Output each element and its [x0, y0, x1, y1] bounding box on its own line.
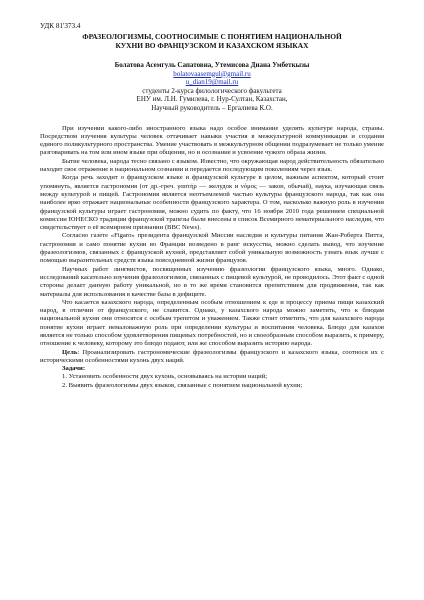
goal-paragraph — [40, 349, 384, 366]
paper-body — [40, 125, 384, 391]
email-link[interactable]: u_dian19@mail.ru — [185, 78, 239, 87]
body-paragraph: Что касается казахского народа, определенным особым отношением к еде и процессу приема пищи казахский народ, в отличии от французского, не славится. Однако, у казахского народа можно заметить, что к блюдам национальной кухни они относятся с особым трепетом и уважением. Также стоит отметить, что для казахского народа понятие кухни играет немаловажную роль при определении культуры и воспитания человека. Блюдо для казахов является не только способом удовлетворения пищевых потребностей, но и своеобразным способом выразить, к примеру, отношение к человеку, которому это блюдо подают, или же способом выразить историю народа. — [40, 298, 384, 348]
affiliation-line: ЕНУ им. Л.Н. Гумилева, г. Нур-Султан, Казахстан, — [136, 95, 288, 104]
title-line: КУХНИ ВО ФРАНЦУЗСКОМ И КАЗАХСКОМ ЯЗЫКАХ — [115, 41, 309, 50]
udk-code: УДК 81'373.4 — [40, 22, 81, 30]
supervisor-line: Научный руководитель – Ергалиева К.О. — [151, 103, 273, 112]
email-link[interactable]: bolatovaasemgul@gmail.ru — [173, 69, 251, 78]
body-paragraph: Бытие человека, народа тесно связано с языком. Известно, что окружающая народ действительность обязательно находит свое отражение в национальном сознании и передается последующим поколениям через язык. — [40, 157, 384, 174]
paper-title — [40, 32, 384, 50]
authors: Болатова Асемгуль Сапатовна, Утемисова Диана Умбеткызы — [114, 61, 310, 69]
goal-text: : Проанализировать гастрономические фразеологизмы французского и казахского языка, соотнося их с историческими особенностями кухонь двух наций. — [40, 348, 384, 364]
body-paragraph: Когда речь заходит о французском языке и французской культуре в целом, важным аспектом, который стоит упомянуть, является гастрономия (от др.-греч. γαστήρ — желудок и νόμος — закон, обычай), наука, изучающая связь между культурой и пищей. Гастрономия является неотъемлемой частью культуры французского народа, так как она наиболее ярко отражает национальные особенности французского характера. О том, насколько важную роль в изучении французской культуры играет гастрономия, можно судить по факту, что 16 ноября 2010 года решением специальной комиссии ЮНЕСКО традиции французской трапезы были внесены в список Всемирного нематериального наследия, что свидетельствует о её всемирном признании (BBC News). — [40, 174, 384, 232]
body-paragraph: При изучении какого-либо иностранного языка надо особое внимание уделять культуре народа, страны. Посредством изучения культуры человек оттачивает навыки участия в межкультурной коммуникации и создания единого поликультурного пространства. Умение участвовать в межкультурном общении подразумевает не только умение разговаривать на том или ином языке при общении, но и осознание и усвоение чужого образа жизни. — [40, 124, 384, 157]
tasks-heading: Задачи: — [62, 365, 86, 373]
task-item: 2. Выявить фразеологизмы двух языков, связанные с понятием национальной кухни; — [62, 381, 303, 389]
goal-label: Цель — [62, 348, 78, 356]
body-paragraph: Научных работ лингвистов, посвященных изучению фразеологии французского языка, много. Однако, исследований касательно изучения фразеологизмов, связанных с пищевой культурой, не проводилось. Этот факт с одной стороны делает данную работу уникальной, но в то же время становится препятствием для продвижения, так как материалы для использования в качестве базы в дефиците. — [40, 265, 384, 298]
title-line: ФРАЗЕОЛОГИЗМЫ, СООТНОСИМЫЕ С ПОНЯТИЕМ НАЦИОНАЛЬНОЙ — [82, 32, 342, 41]
body-paragraph: Согласно газете «Figaro» президента французской Миссии наследия и культуры питания Жан-Роберта Питта, гастрономия и само понятие кухни во Франции возведено в ранг искусства, можно сделать вывод, что изучение фразеологизмов, связанных с французской кухней, представляет собой уникальную возможность узнать язык лучше с помощью выразительных средств языка повседневной жизни французов. — [40, 232, 384, 265]
author-email-2[interactable] — [40, 78, 384, 87]
author-email-1[interactable] — [40, 70, 384, 79]
affiliation-line: студенты 2-курса филологического факультета — [142, 86, 282, 95]
task-item: 1. Установить особенности двух кухонь, основываясь на истории наций; — [62, 373, 268, 381]
